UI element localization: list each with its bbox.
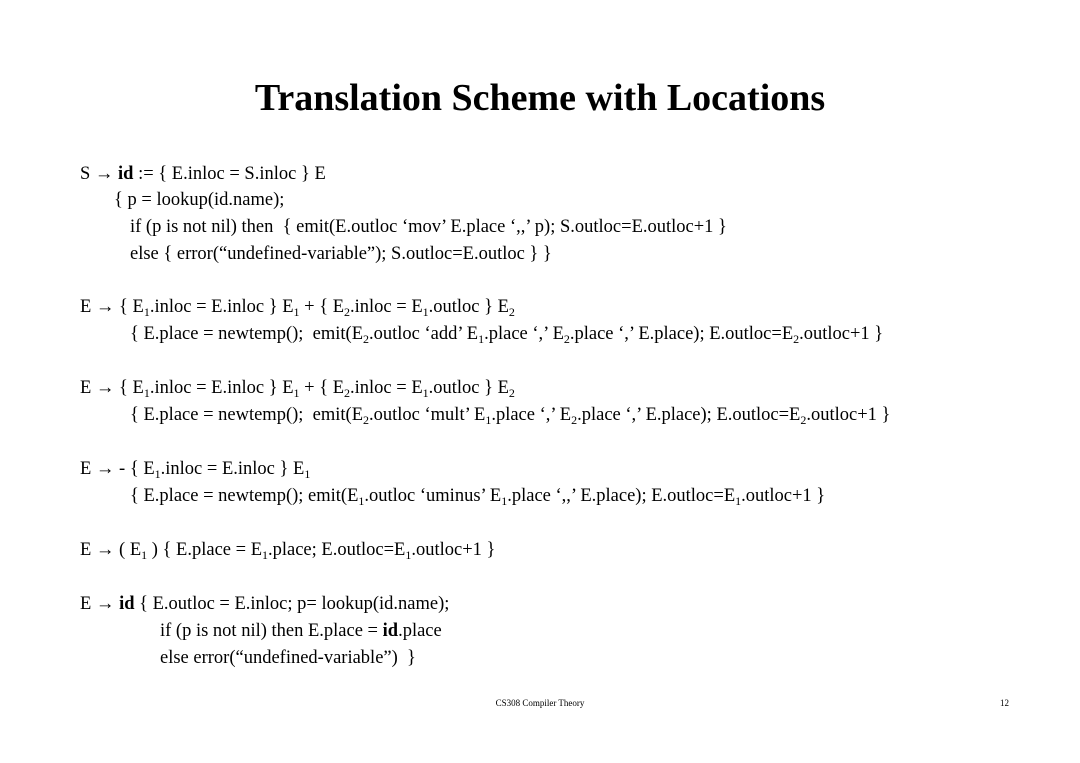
- rule-s-assign-then: if (p is not nil) then { emit(E.outloc ‘mov’ E.place ‘,,’ p); S.outloc=E.outloc+1 }: [130, 217, 727, 237]
- rule-e-paren: E → ( $E_1$ ) { E.place = $E_1.place$; $E.outloc=E_1.outloc+1$ }: [80, 540, 496, 562]
- rule-e-plus-action: { E.place = newtemp(); $emit(E_2.outloc$ ‘add’ $E_1.place$ ‘,’ $E_2.place$ ‘,’ E.place); $E.outloc=E_2.outloc+1$ }: [130, 324, 884, 346]
- rule-s-assign-else: else { error(“undefined-variable”); S.outloc=E.outloc } }: [130, 244, 552, 264]
- rule-e-uminus-head: E → - { $E_1.inloc$ = E.inloc } $E_1$: [80, 459, 311, 481]
- rule-s-assign-lookup: { p = lookup(id.name);: [114, 190, 285, 210]
- rule-e-mult-action: { E.place = newtemp(); $emit(E_2.outloc$ ‘mult’ $E_1.place$ ‘,’ $E_2.place$ ‘,’ E.place); $E.outloc=E_2.outloc+1$ }: [130, 405, 891, 427]
- rule-e-mult-head: E → { $E_1.inloc$ = E.inloc } $E_1$ + { $E_2.inloc$ = $E_1.outloc$ } $E_2$: [80, 378, 515, 400]
- rule-e-plus-head: E → { $E_1.inloc$ = E.inloc } $E_1$ + { $E_2.inloc$ = $E_1.outloc$ } $E_2$: [80, 297, 515, 319]
- rule-s-assign-head: S → id := { E.inloc = S.inloc } E: [80, 164, 326, 184]
- rule-e-id-then: if (p is not nil) then E.place = id.place: [160, 621, 442, 641]
- footer-course-name: CS308 Compiler Theory: [495, 698, 585, 708]
- slide-title: Translation Scheme with Locations: [254, 77, 826, 119]
- rule-e-id-head: E → id { E.outloc = E.inloc; p= lookup(id.name);: [80, 594, 450, 614]
- rule-e-uminus-action: { E.place = newtemp(); $emit(E_1.outloc$ ‘uminus’ $E_1.place$ ‘,,’ E.place); $E.outloc=E_1.outloc+1$ }: [130, 486, 826, 508]
- rule-e-id-else: else error(“undefined-variable”) }: [160, 648, 416, 668]
- footer-page-number: 12: [1000, 698, 1009, 708]
